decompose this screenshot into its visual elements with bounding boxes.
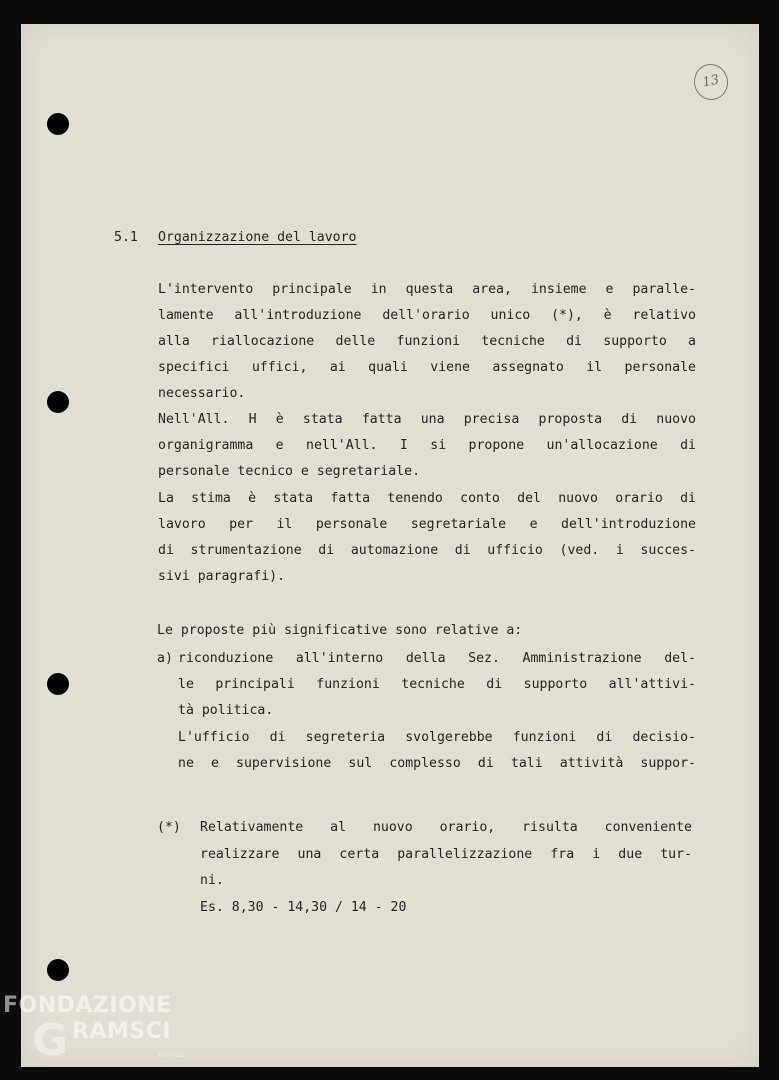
text-line: realizzare una certa parallelizzazione fra i due tur-: [200, 847, 692, 862]
footnote-marker: (*): [157, 820, 181, 835]
text-line: Nell'All. H è stata fatta una precisa proposta di nuovo: [158, 412, 696, 427]
text-line: Relativamente al nuovo orario, risulta conveniente: [200, 820, 692, 835]
punch-hole: [47, 391, 69, 413]
text-line: ni.: [200, 873, 224, 888]
text-line: Le proposte più significative sono relative a:: [157, 623, 523, 638]
watermark-line2: RAMSCI: [72, 1019, 172, 1044]
text-line: alla riallocazione delle funzioni tecniche di supporto a: [158, 334, 696, 349]
punch-hole: [47, 959, 69, 981]
text-line: specifici uffici, ai quali viene assegnato il personale: [158, 360, 696, 375]
text-line: le principali funzioni tecniche di supporto all'attivi-: [178, 677, 696, 692]
punch-hole: [47, 673, 69, 695]
text-line: L'intervento principale in questa area, insieme e paralle-: [158, 282, 696, 297]
text-line: lamente all'introduzione dell'orario unico (*), è relativo: [158, 308, 696, 323]
fondazione-gramsci-watermark: [0, 993, 200, 1080]
text-line: necessario.: [158, 386, 246, 401]
text-line: riconduzione all'interno della Sez. Amministrazione del-: [178, 651, 696, 666]
text-line: lavoro per il personale segretariale e dell'introduzione: [158, 517, 696, 532]
text-line: La stima è stata fatta tenendo conto del nuovo orario di: [158, 491, 696, 506]
text-line: personale tecnico e segretariale.: [158, 464, 421, 479]
text-line: L'ufficio di segreteria svolgerebbe funzioni di decisio-: [178, 730, 696, 745]
watermark-onlus: onlus: [158, 1049, 185, 1060]
watermark-g: G: [32, 1015, 69, 1066]
document-page: [21, 24, 759, 1067]
text-line: di strumentazione di automazione di ufficio (ved. i succes-: [158, 543, 696, 558]
text-line: ne e supervisione sul complesso di tali attività suppor-: [178, 756, 696, 771]
text-line: Es. 8,30 - 14,30 / 14 - 20: [200, 900, 407, 915]
section-number: 5.1: [114, 230, 138, 245]
text-line: sivi paragrafi).: [158, 569, 286, 584]
text-line: organigramma e nell'All. I si propone un'allocazione di: [158, 438, 696, 453]
list-marker: a): [157, 651, 173, 666]
watermark-line1: FONDAZIONE: [3, 993, 172, 1018]
text-line: tà politica.: [178, 703, 274, 718]
handwritten-page-number: 13: [691, 61, 732, 103]
section-title: Organizzazione del lavoro: [158, 230, 357, 245]
